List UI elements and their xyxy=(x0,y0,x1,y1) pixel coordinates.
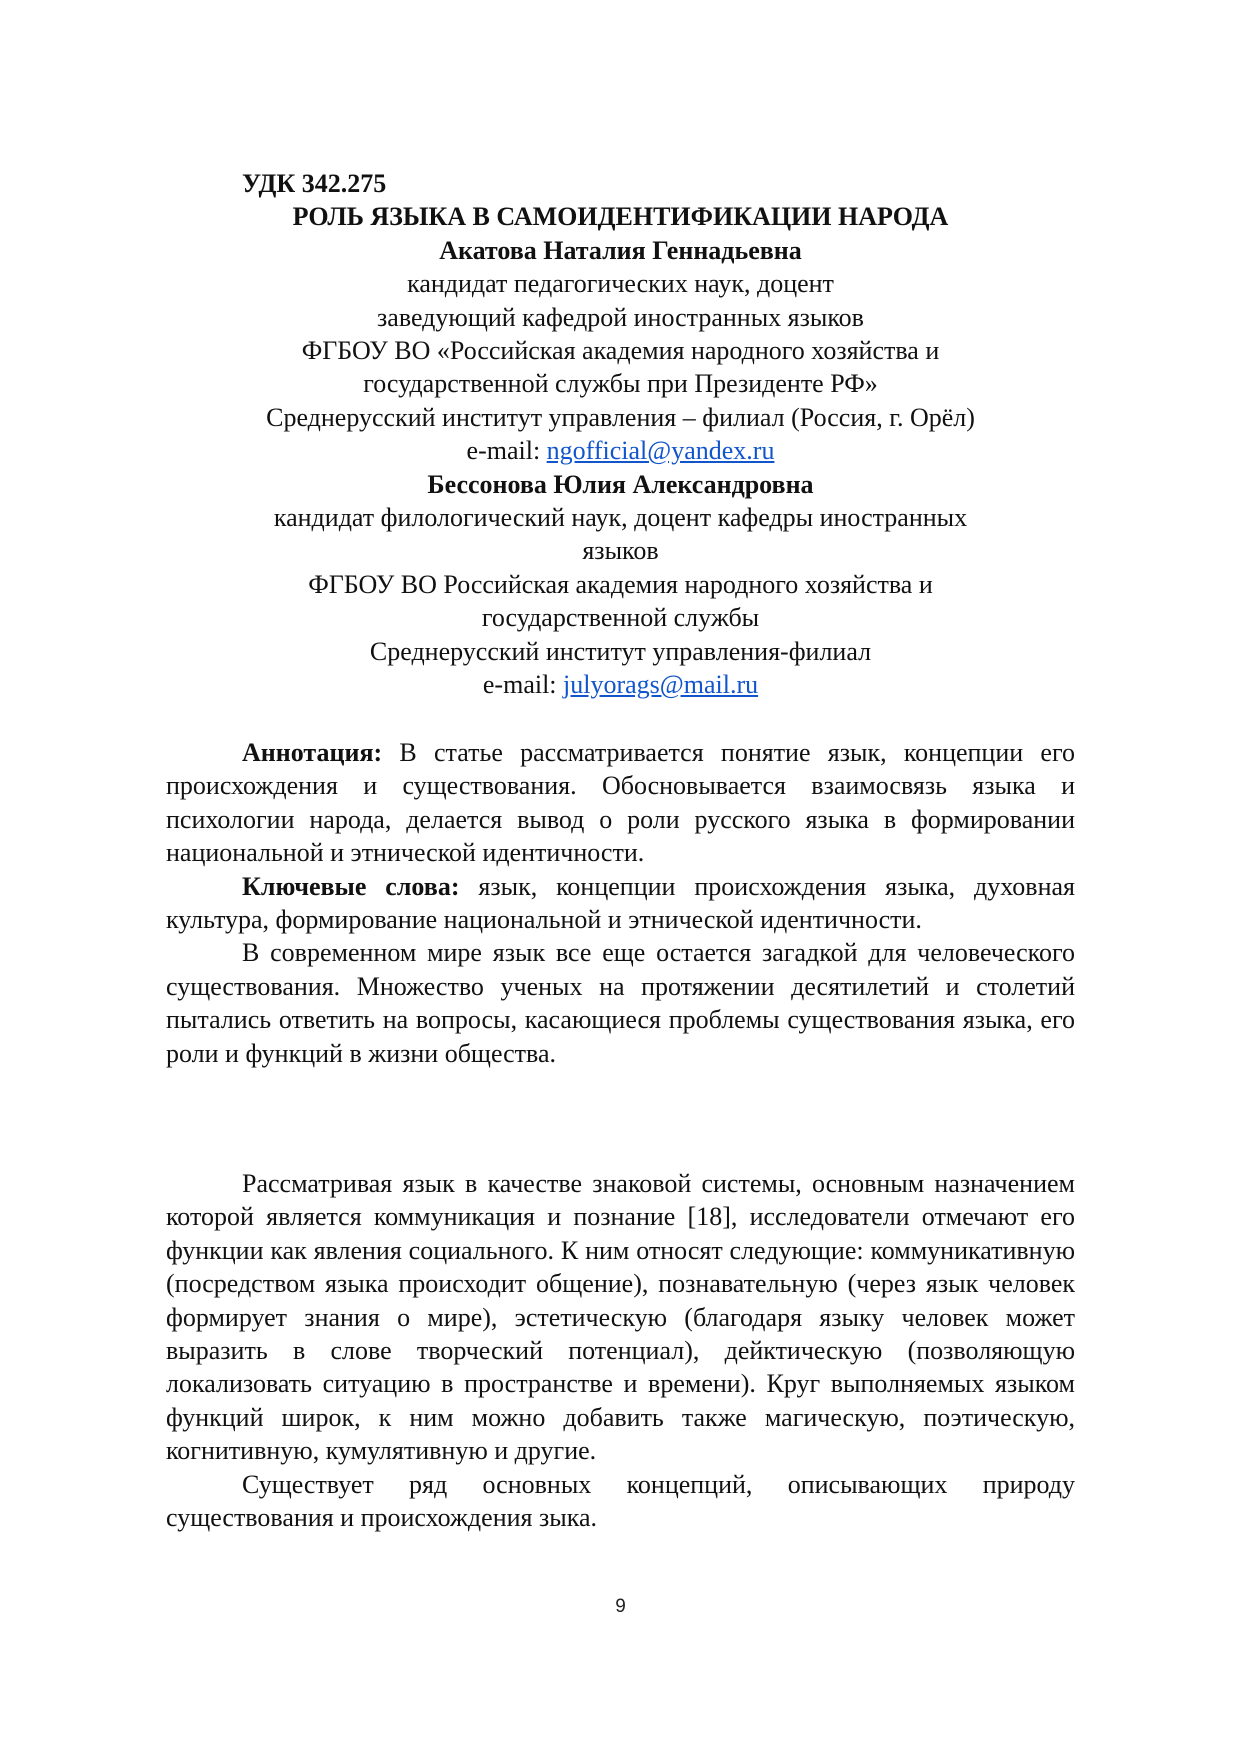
abstract-label: Аннотация: xyxy=(242,738,383,767)
article-title: РОЛЬ ЯЗЫКА В САМОИДЕНТИФИКАЦИИ НАРОДА xyxy=(292,202,949,232)
author-degree-continued: языков xyxy=(582,536,659,566)
keywords-paragraph xyxy=(166,870,1075,937)
email-link[interactable]: ngofficial@yandex.ru xyxy=(546,436,775,466)
author-degree: кандидат филологический наук, доцент кафедры иностранных xyxy=(273,503,968,533)
author-branch: Среднерусский институт управления-филиал xyxy=(369,636,872,666)
author-institution: ФГБОУ ВО «Российская академия народного хозяйства и xyxy=(301,336,940,366)
keywords-text: язык, концепции происхождения языка, духовная культура, формирование национальной и этнической идентичности. xyxy=(166,871,1075,935)
author-institution: ФГБОУ ВО Российская академия народного хозяйства и xyxy=(308,569,933,599)
keywords-label: Ключевые слова: xyxy=(242,871,460,901)
email-label: e-mail: xyxy=(466,436,547,466)
main-text-section xyxy=(166,1167,1075,1534)
email-label: e-mail: xyxy=(482,670,564,700)
author-block-1 xyxy=(166,234,1075,468)
author-branch: Среднерусский институт управления – филиал (Россия, г. Орёл) xyxy=(266,402,975,432)
author-block-2 xyxy=(166,468,1075,702)
email-link[interactable]: julyorags@mail.ru xyxy=(563,670,759,700)
abstract-text: В статье рассматривается понятие язык, концепции его происхождения и существования. Обосновывается взаимосвязь языка и психологии народа, делается вывод о роли русского языка в формировании национальной и этнической идентичности. xyxy=(166,738,1075,868)
author-degree: кандидат педагогических наук, доцент xyxy=(407,269,834,299)
author-institution-continued: государственной службы при Президенте РФ» xyxy=(363,369,878,399)
author-name: Акатова Наталия Геннадьевна xyxy=(439,235,802,265)
author-position: заведующий кафедрой иностранных языков xyxy=(377,302,864,332)
author-email-line xyxy=(166,434,1075,467)
abstract-paragraph xyxy=(166,736,1075,870)
functions-paragraph: Рассматривая язык в качестве знаковой системы, основным назначением которой является коммуникация и познание [18], исследователи отмечают его функции как явления социального. К ним относят следующие: коммуникативную (посредством языка происходит общение), познавательную (через язык человек формирует знания о мире), эстетическую (благодаря языку человек может выразить в слове творческий потенциал), дейктическую (позволяющую локализовать ситуацию в пространстве и времени). Круг выполняемых языком функций широк, к ним можно добавить также магическую, поэтическую, когнитивную, кумулятивную и другие. xyxy=(166,1169,1075,1466)
article-header xyxy=(166,167,1075,702)
author-name: Бессонова Юлия Александровна xyxy=(427,469,814,499)
concepts-paragraph: Существует ряд основных концепций, описывающих природу существования и происхождения зыка. xyxy=(166,1469,1075,1533)
intro-paragraph: В современном мире язык все еще остается загадкой для человеческого существования. Множество ученых на протяжении десятилетий и столетий пытались ответить на вопросы, касающиеся проблемы существования языка, его роли и функций в жизни общества. xyxy=(166,938,1075,1068)
abstract-section xyxy=(166,736,1075,1070)
author-institution-continued: государственной службы xyxy=(481,603,760,633)
page-number: 9 xyxy=(615,1596,626,1617)
author-email-line xyxy=(166,668,1075,701)
udc-code: УДК 342.275 xyxy=(242,169,387,198)
